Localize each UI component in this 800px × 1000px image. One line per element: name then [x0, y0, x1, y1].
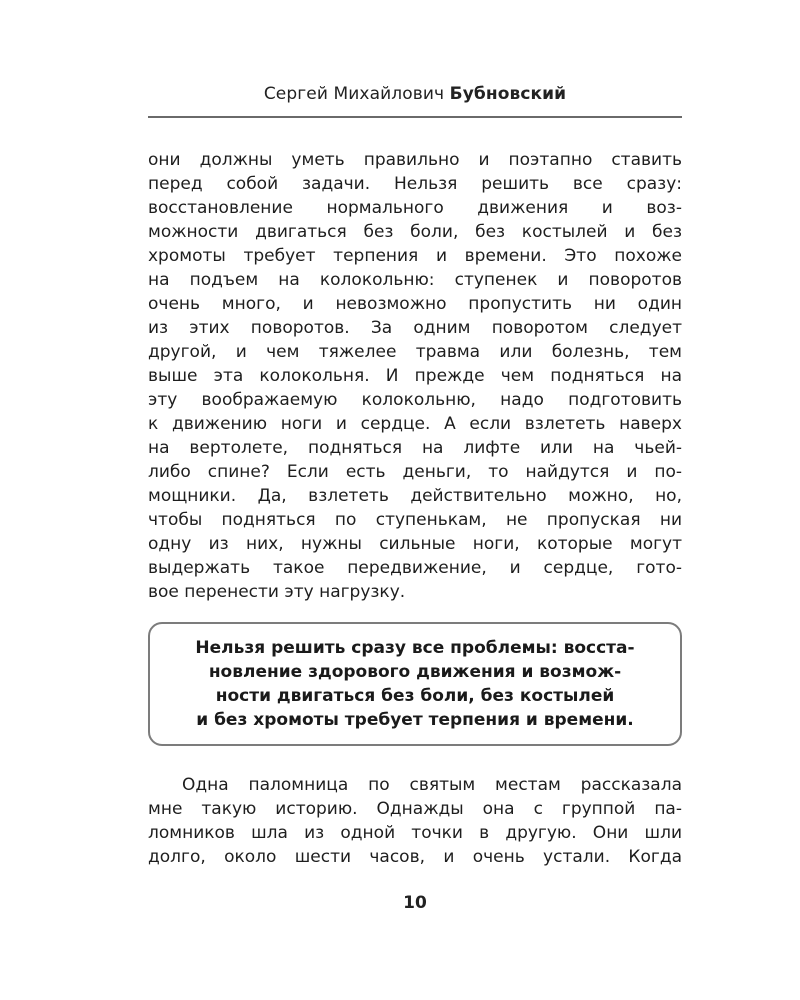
text-line: мощники. Да, взлететь действительно можно, но, — [148, 486, 682, 506]
text-line: хромоты требует терпения и времени. Это похоже — [148, 246, 682, 266]
body-paragraph-1 — [148, 148, 682, 604]
text-line: ломников шла из одной точки в другую. Они шли — [148, 823, 682, 843]
text-line: либо спине? Если есть деньги, то найдутся и по- — [148, 462, 682, 482]
text-line: долго, около шести часов, и очень устали. Когда — [148, 847, 682, 867]
text-line: другой, и чем тяжелее травма или болезнь, тем — [148, 342, 682, 362]
text-line: Одна паломница по святым местам рассказала — [182, 775, 682, 795]
callout-line: Нельзя решить сразу все проблемы: восста- — [195, 638, 635, 658]
author-name: Сергей Михайлович — [263, 84, 445, 104]
text-line: очень много, и невозможно пропустить ни один — [148, 294, 682, 314]
author-surname: Бубновский — [449, 84, 567, 104]
text-line: одну из них, нужны сильные ноги, которые могут — [148, 534, 682, 554]
text-line: на вертолете, подняться на лифте или на чьей- — [148, 438, 682, 458]
text-line: к движению ноги и сердце. А если взлететь наверх — [148, 414, 682, 434]
text-line: из этих поворотов. За одним поворотом следует — [148, 318, 682, 338]
page-number: 10 — [403, 893, 427, 913]
text-line: выше эта колокольня. И прежде чем подняться на — [148, 366, 682, 386]
callout-line: и без хромоты требует терпения и времени. — [196, 710, 634, 730]
callout-box — [148, 622, 682, 746]
text-line: на подъем на колокольню: ступенек и поворотов — [148, 270, 682, 290]
header-rule — [148, 116, 682, 118]
text-line: выдержать такое передвижение, и сердце, гото- — [148, 558, 682, 578]
text-line: мне такую историю. Однажды она с группой па- — [148, 799, 682, 819]
text-line: они должны уметь правильно и поэтапно ставить — [148, 150, 682, 170]
body-paragraph-2 — [148, 773, 682, 869]
text-line: вое перенести эту нагрузку. — [148, 582, 406, 602]
callout-line: новление здорового движения и возмож- — [208, 662, 622, 682]
callout-line: ности двигаться без боли, без костылей — [215, 686, 615, 706]
running-header — [148, 84, 682, 104]
text-line: эту воображаемую колокольню, надо подготовить — [148, 390, 682, 410]
text-line: перед собой задачи. Нельзя решить все сразу: — [148, 174, 682, 194]
text-line: восстановление нормального движения и воз- — [148, 198, 682, 218]
text-line: чтобы подняться по ступенькам, не пропуская ни — [148, 510, 682, 530]
text-line: можности двигаться без боли, без костылей и без — [148, 222, 682, 242]
